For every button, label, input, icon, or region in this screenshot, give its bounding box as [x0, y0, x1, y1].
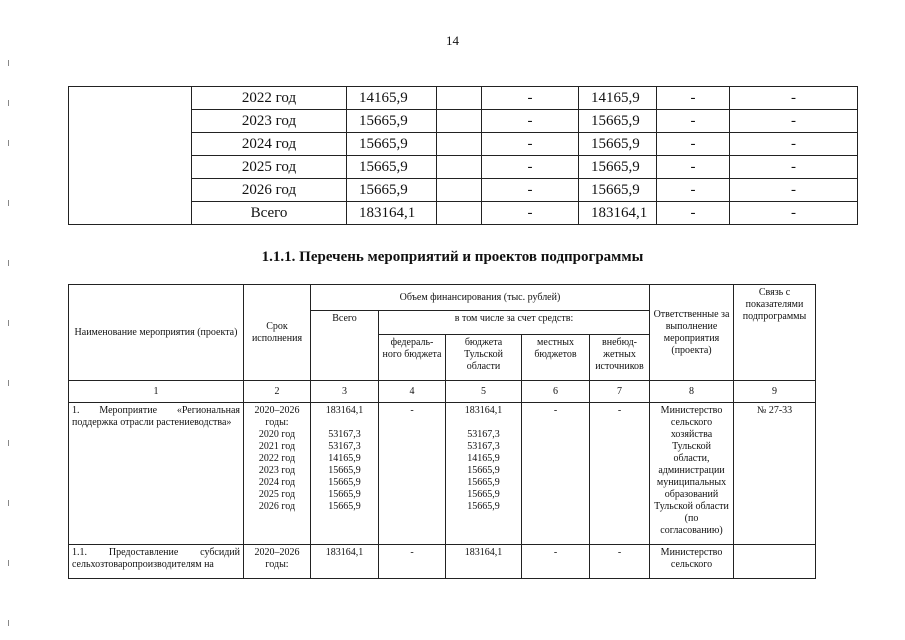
column-number: 4 [379, 381, 446, 403]
row1-term-0: 2020–2026 годы: [254, 405, 300, 428]
row2-offbudget: - [590, 545, 650, 579]
continued-funding-table [68, 86, 858, 225]
row1-term-3: 2022 год [258, 453, 296, 464]
row1-total-0: 183164,1 [325, 405, 364, 416]
top-cell-local: - [657, 87, 730, 110]
top-cell-reg_dash: - [482, 87, 579, 110]
top-cell-year: 2022 год [192, 87, 347, 110]
row1-total-3: 53167,3 [328, 441, 361, 452]
column-number: 9 [734, 381, 816, 403]
top-cell-reg_dash: - [482, 110, 579, 133]
row1-term-2: 2021 год [258, 441, 296, 452]
row2-regional: 183164,1 [446, 545, 522, 579]
row1-total-1 [314, 417, 375, 429]
top-cell-extra: - [730, 133, 858, 156]
row1-regional-0: 183164,1 [464, 405, 503, 416]
top-cell-fed [437, 179, 482, 202]
top-cell-local: - [657, 179, 730, 202]
column-number: 7 [590, 381, 650, 403]
top-cell-total: 15665,9 [347, 179, 437, 202]
top-table-row [69, 87, 858, 110]
row1-total-2: 53167,3 [328, 429, 361, 440]
top-cell-total: 14165,9 [347, 87, 437, 110]
top-cell-local: - [657, 133, 730, 156]
top-cell-local: - [657, 156, 730, 179]
row1-total-4: 14165,9 [328, 453, 361, 464]
top-cell-extra: - [730, 179, 858, 202]
column-number: 1 [69, 381, 244, 403]
table-row [69, 545, 816, 579]
top-cell-year: 2025 год [192, 156, 347, 179]
column-number: 5 [446, 381, 522, 403]
row1-total-8: 15665,9 [328, 501, 361, 512]
row1-term-4: 2023 год [258, 465, 296, 476]
top-cell-local: - [657, 110, 730, 133]
top-cell-total: 15665,9 [347, 156, 437, 179]
row1-regional-3: 53167,3 [467, 441, 500, 452]
top-cell-fed [437, 87, 482, 110]
row1-regional-5: 15665,9 [467, 465, 500, 476]
header-name: Наименование мероприятия (проекта) [69, 285, 244, 381]
top-cell-year: 2023 год [192, 110, 347, 133]
row1-total-6: 15665,9 [328, 477, 361, 488]
top-cell-regional: 15665,9 [579, 133, 657, 156]
row1-regional-4: 14165,9 [467, 453, 500, 464]
header-link: Связь с показателями подпрограммы [734, 285, 816, 381]
column-number: 3 [311, 381, 379, 403]
column-number: 6 [522, 381, 590, 403]
row1-totals [311, 403, 379, 545]
row1-term-7: 2026 год [258, 501, 296, 512]
row1-responsible: Министерство сельского хозяйства Тульской области, администрации муниципальных образований Тульской области (по согласованию) [650, 403, 734, 545]
row1-offbudget: - [590, 403, 650, 545]
top-cell-fed [437, 110, 482, 133]
row2-responsible: Министерство сельского [650, 545, 734, 579]
top-cell-regional: 14165,9 [579, 87, 657, 110]
row1-regional-7: 15665,9 [467, 489, 500, 500]
row1-link: № 27-33 [734, 403, 816, 545]
top-cell-local: - [657, 202, 730, 225]
top-cell-total: 15665,9 [347, 133, 437, 156]
row1-name: 1. Мероприятие «Региональная поддержка отрасли растениеводства» [69, 403, 244, 545]
header-responsible: Ответственные за выполнение мероприятия (проекта) [650, 285, 734, 381]
top-cell-extra: - [730, 156, 858, 179]
top-cell-extra: - [730, 87, 858, 110]
top-cell-reg_dash: - [482, 179, 579, 202]
row2-local: - [522, 545, 590, 579]
header-federal: федераль-ного бюджета [379, 335, 446, 381]
top-cell-regional: 15665,9 [579, 156, 657, 179]
row1-regional-2: 53167,3 [467, 429, 500, 440]
row1-regional-8: 15665,9 [467, 501, 500, 512]
top-cell-year: Всего [192, 202, 347, 225]
row1-regional-6: 15665,9 [467, 477, 500, 488]
top-cell-year: 2026 год [192, 179, 347, 202]
top-cell-year: 2024 год [192, 133, 347, 156]
header-including: в том числе за счет средств: [379, 311, 650, 335]
header-funding: Объем финансирования (тыс. рублей) [311, 285, 650, 311]
row1-total-5: 15665,9 [328, 465, 361, 476]
top-cell-fed [437, 202, 482, 225]
row1-regional-1 [449, 417, 518, 429]
row2-total: 183164,1 [311, 545, 379, 579]
column-number: 2 [244, 381, 311, 403]
header-total: Всего [311, 311, 379, 381]
column-numbers-row [69, 381, 816, 403]
header-offbudget: внебюд-жетных источников [590, 335, 650, 381]
row1-term-5: 2024 год [258, 477, 296, 488]
page-number: 14 [446, 33, 459, 48]
header-regional: бюджета Тульской области [446, 335, 522, 381]
row1-regional [446, 403, 522, 545]
row1-terms [244, 403, 311, 545]
top-cell-total: 183164,1 [347, 202, 437, 225]
top-table-blank-cell [69, 87, 192, 225]
top-cell-extra: - [730, 202, 858, 225]
top-cell-reg_dash: - [482, 156, 579, 179]
header-local: местных бюджетов [522, 335, 590, 381]
column-number: 8 [650, 381, 734, 403]
margin-marks [8, 60, 10, 640]
top-cell-total: 15665,9 [347, 110, 437, 133]
row2-link [734, 545, 816, 579]
row1-term-1: 2020 год [258, 429, 296, 440]
row1-local: - [522, 403, 590, 545]
top-cell-regional: 15665,9 [579, 110, 657, 133]
row1-total-7: 15665,9 [328, 489, 361, 500]
top-cell-reg_dash: - [482, 133, 579, 156]
row2-terms: 2020–2026 годы: [244, 545, 311, 579]
top-cell-regional: 183164,1 [579, 202, 657, 225]
header-term: Срок исполнения [244, 285, 311, 381]
table-row [69, 403, 816, 545]
row1-term-6: 2025 год [258, 489, 296, 500]
top-cell-extra: - [730, 110, 858, 133]
row1-federal: - [379, 403, 446, 545]
row2-name: 1.1. Предоставление субсидий сельхозтоваропроизводителям на [69, 545, 244, 579]
top-cell-regional: 15665,9 [579, 179, 657, 202]
top-cell-fed [437, 156, 482, 179]
activities-table [68, 284, 816, 579]
top-cell-reg_dash: - [482, 202, 579, 225]
row2-federal: - [379, 545, 446, 579]
section-title: 1.1.1. Перечень мероприятий и проектов подпрограммы [261, 249, 644, 265]
top-cell-fed [437, 133, 482, 156]
